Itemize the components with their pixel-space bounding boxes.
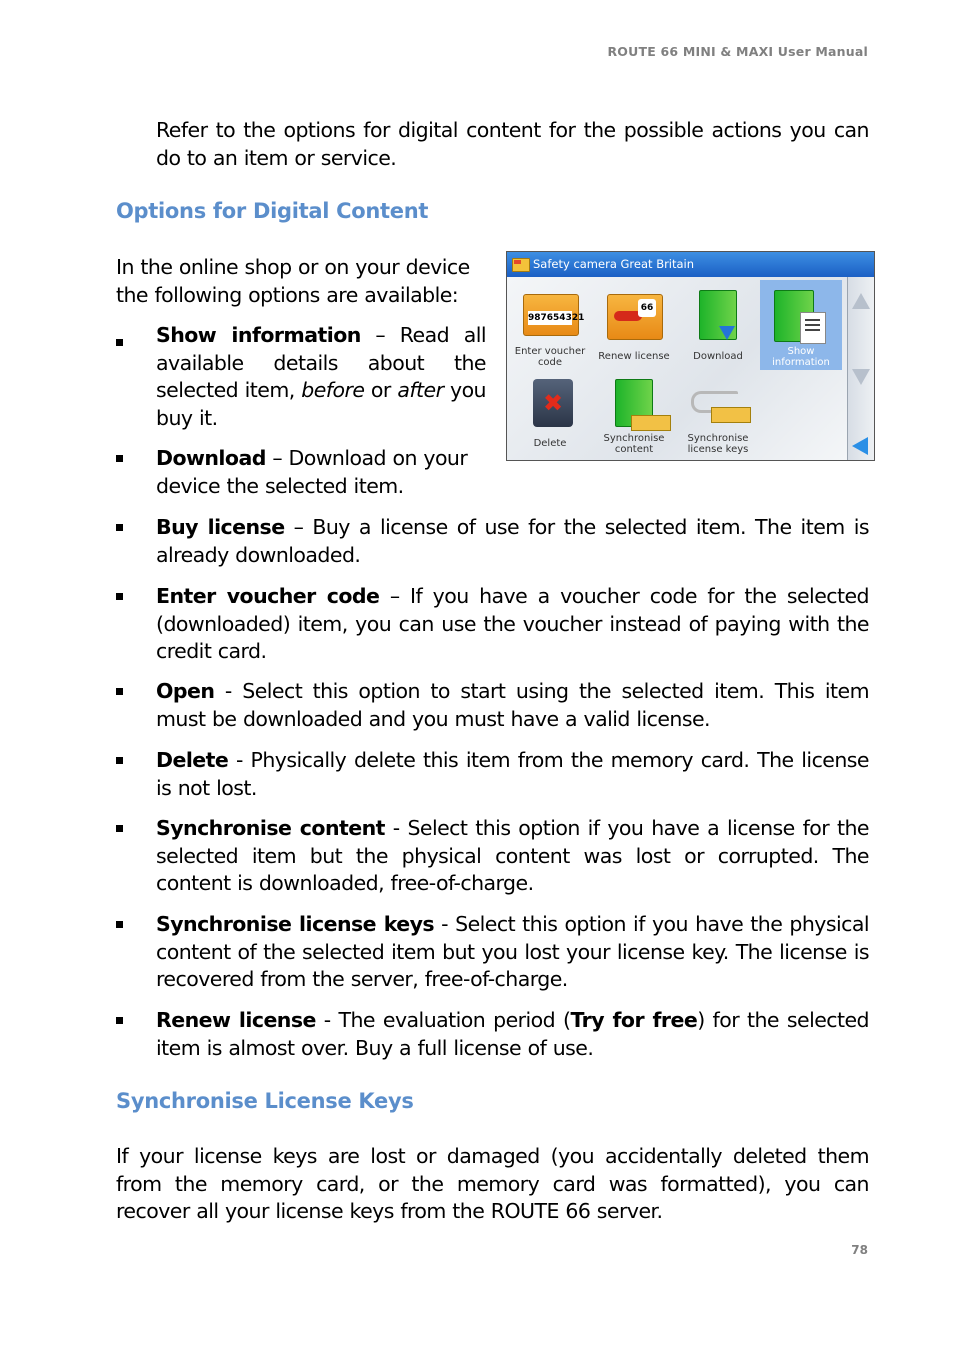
desc: - The evaluation period (	[315, 1008, 571, 1032]
device-title-bar	[507, 252, 874, 277]
item-text	[156, 678, 869, 733]
device-scrollbar	[847, 277, 875, 460]
tile-enter-voucher-code[interactable]	[509, 280, 591, 370]
bullet-icon	[116, 593, 123, 600]
item-text	[156, 747, 869, 802]
heading-synchronise-license-keys: Synchronise License Keys	[116, 1089, 414, 1113]
desc: - Select this option if you have a license for the selected item but the physical content was lost or corrupted. The content is downloaded, free-of-charge.	[156, 816, 869, 895]
options-intro-line2: the following options are available:	[116, 282, 459, 307]
tile-label: Delete	[533, 438, 567, 449]
tile-label: Show information	[772, 346, 830, 368]
bullet-icon	[116, 1017, 123, 1024]
tile-renew-license[interactable]	[593, 280, 675, 370]
bullet-icon	[116, 339, 123, 346]
term: Buy license	[156, 515, 285, 539]
desc-or: or	[364, 378, 398, 402]
options-intro-line1: In the online shop or on your device	[116, 255, 470, 279]
voucher-card-icon	[523, 294, 585, 336]
delete-icon	[533, 379, 573, 427]
tile-synchronise-content[interactable]	[593, 371, 675, 461]
try-for-free: Try for free	[570, 1008, 698, 1032]
bullet-icon	[116, 455, 123, 462]
desc: - Select this option to start using the selected item. This item must be downloaded and you must have a valid license.	[156, 679, 869, 731]
route66-shield-icon: 66	[638, 299, 656, 317]
term: Renew license	[156, 1008, 316, 1032]
closing-paragraph: If your license keys are lost or damaged (you accidentally deleted them from the memory card, or the memory card was formatted), you can recover all your license keys from the ROUTE 66 server.	[116, 1144, 869, 1223]
options-intro	[116, 254, 486, 309]
desc: – Read all available details about the selected item,	[156, 323, 486, 402]
device-title: Safety camera Great Britain	[533, 257, 695, 271]
heading-options-digital-content: Options for Digital Content	[116, 199, 429, 223]
tile-label: Download	[693, 351, 743, 362]
tile-label: Enter voucher code	[514, 346, 586, 368]
item-text	[156, 583, 869, 666]
tile-label: Renew license	[598, 351, 670, 362]
voucher-number: 987654321	[528, 313, 585, 323]
scroll-up-arrow-icon[interactable]	[852, 293, 870, 309]
renew-license-icon	[607, 294, 663, 340]
term: Enter voucher code	[156, 584, 380, 608]
bullet-icon	[116, 524, 123, 531]
document-icon	[800, 312, 826, 344]
term: Download	[156, 446, 266, 470]
bullet-icon	[116, 757, 123, 764]
emph-after: after	[397, 378, 444, 402]
download-arrow-icon	[719, 326, 735, 340]
term: Delete	[156, 748, 229, 772]
license-card-icon	[711, 407, 751, 423]
item-text	[156, 1007, 869, 1062]
license-card-icon	[631, 415, 671, 431]
desc: – Buy a license of use for the selected item. The item is already downloaded.	[156, 515, 869, 567]
bullet-icon	[116, 825, 123, 832]
tile-label: Synchronise license keys	[687, 433, 749, 455]
desc-end: you buy it.	[156, 378, 486, 430]
emph-before: before	[301, 378, 365, 402]
device-screenshot	[506, 251, 875, 461]
desc: - Physically delete this item from the memory card. The license is not lost.	[156, 748, 869, 800]
item-text	[156, 322, 486, 432]
item-text	[156, 445, 486, 500]
tile-label: Synchronise content	[603, 433, 665, 455]
desc: – If you have a voucher code for the selected (downloaded) item, you can use the voucher instead of paying with the credit card.	[156, 584, 869, 663]
page-number: 78	[851, 1243, 868, 1257]
term: Synchronise license keys	[156, 912, 435, 936]
red-x-icon: ✖	[542, 389, 564, 417]
tile-delete[interactable]	[509, 371, 591, 461]
bullet-icon	[116, 921, 123, 928]
tile-download[interactable]	[677, 280, 759, 370]
back-arrow-icon[interactable]	[852, 437, 868, 455]
tile-show-information[interactable]	[760, 280, 842, 370]
desc: - Select this option if you have the physical content of the selected item but you lost your license key. The license is recovered from the server, free-of-charge.	[156, 912, 869, 991]
term: Synchronise content	[156, 816, 385, 840]
running-header: ROUTE 66 MINI & MAXI User Manual	[607, 44, 868, 59]
device-content	[507, 277, 847, 460]
folder-icon	[512, 258, 530, 272]
term: Open	[156, 679, 215, 703]
intro-paragraph: Refer to the options for digital content for the possible actions you can do to an item or service.	[156, 118, 869, 170]
item-text	[156, 514, 869, 569]
item-text	[156, 911, 869, 994]
bullet-icon	[116, 688, 123, 695]
tile-synchronise-license-keys[interactable]	[677, 371, 759, 461]
scroll-down-arrow-icon[interactable]	[852, 369, 870, 385]
desc: – Download on your device the selected item.	[156, 446, 468, 498]
term: Show information	[156, 323, 361, 347]
item-text	[156, 815, 869, 898]
desc-end: ) for the selected item is almost over. Buy a full license of use.	[156, 1008, 870, 1060]
